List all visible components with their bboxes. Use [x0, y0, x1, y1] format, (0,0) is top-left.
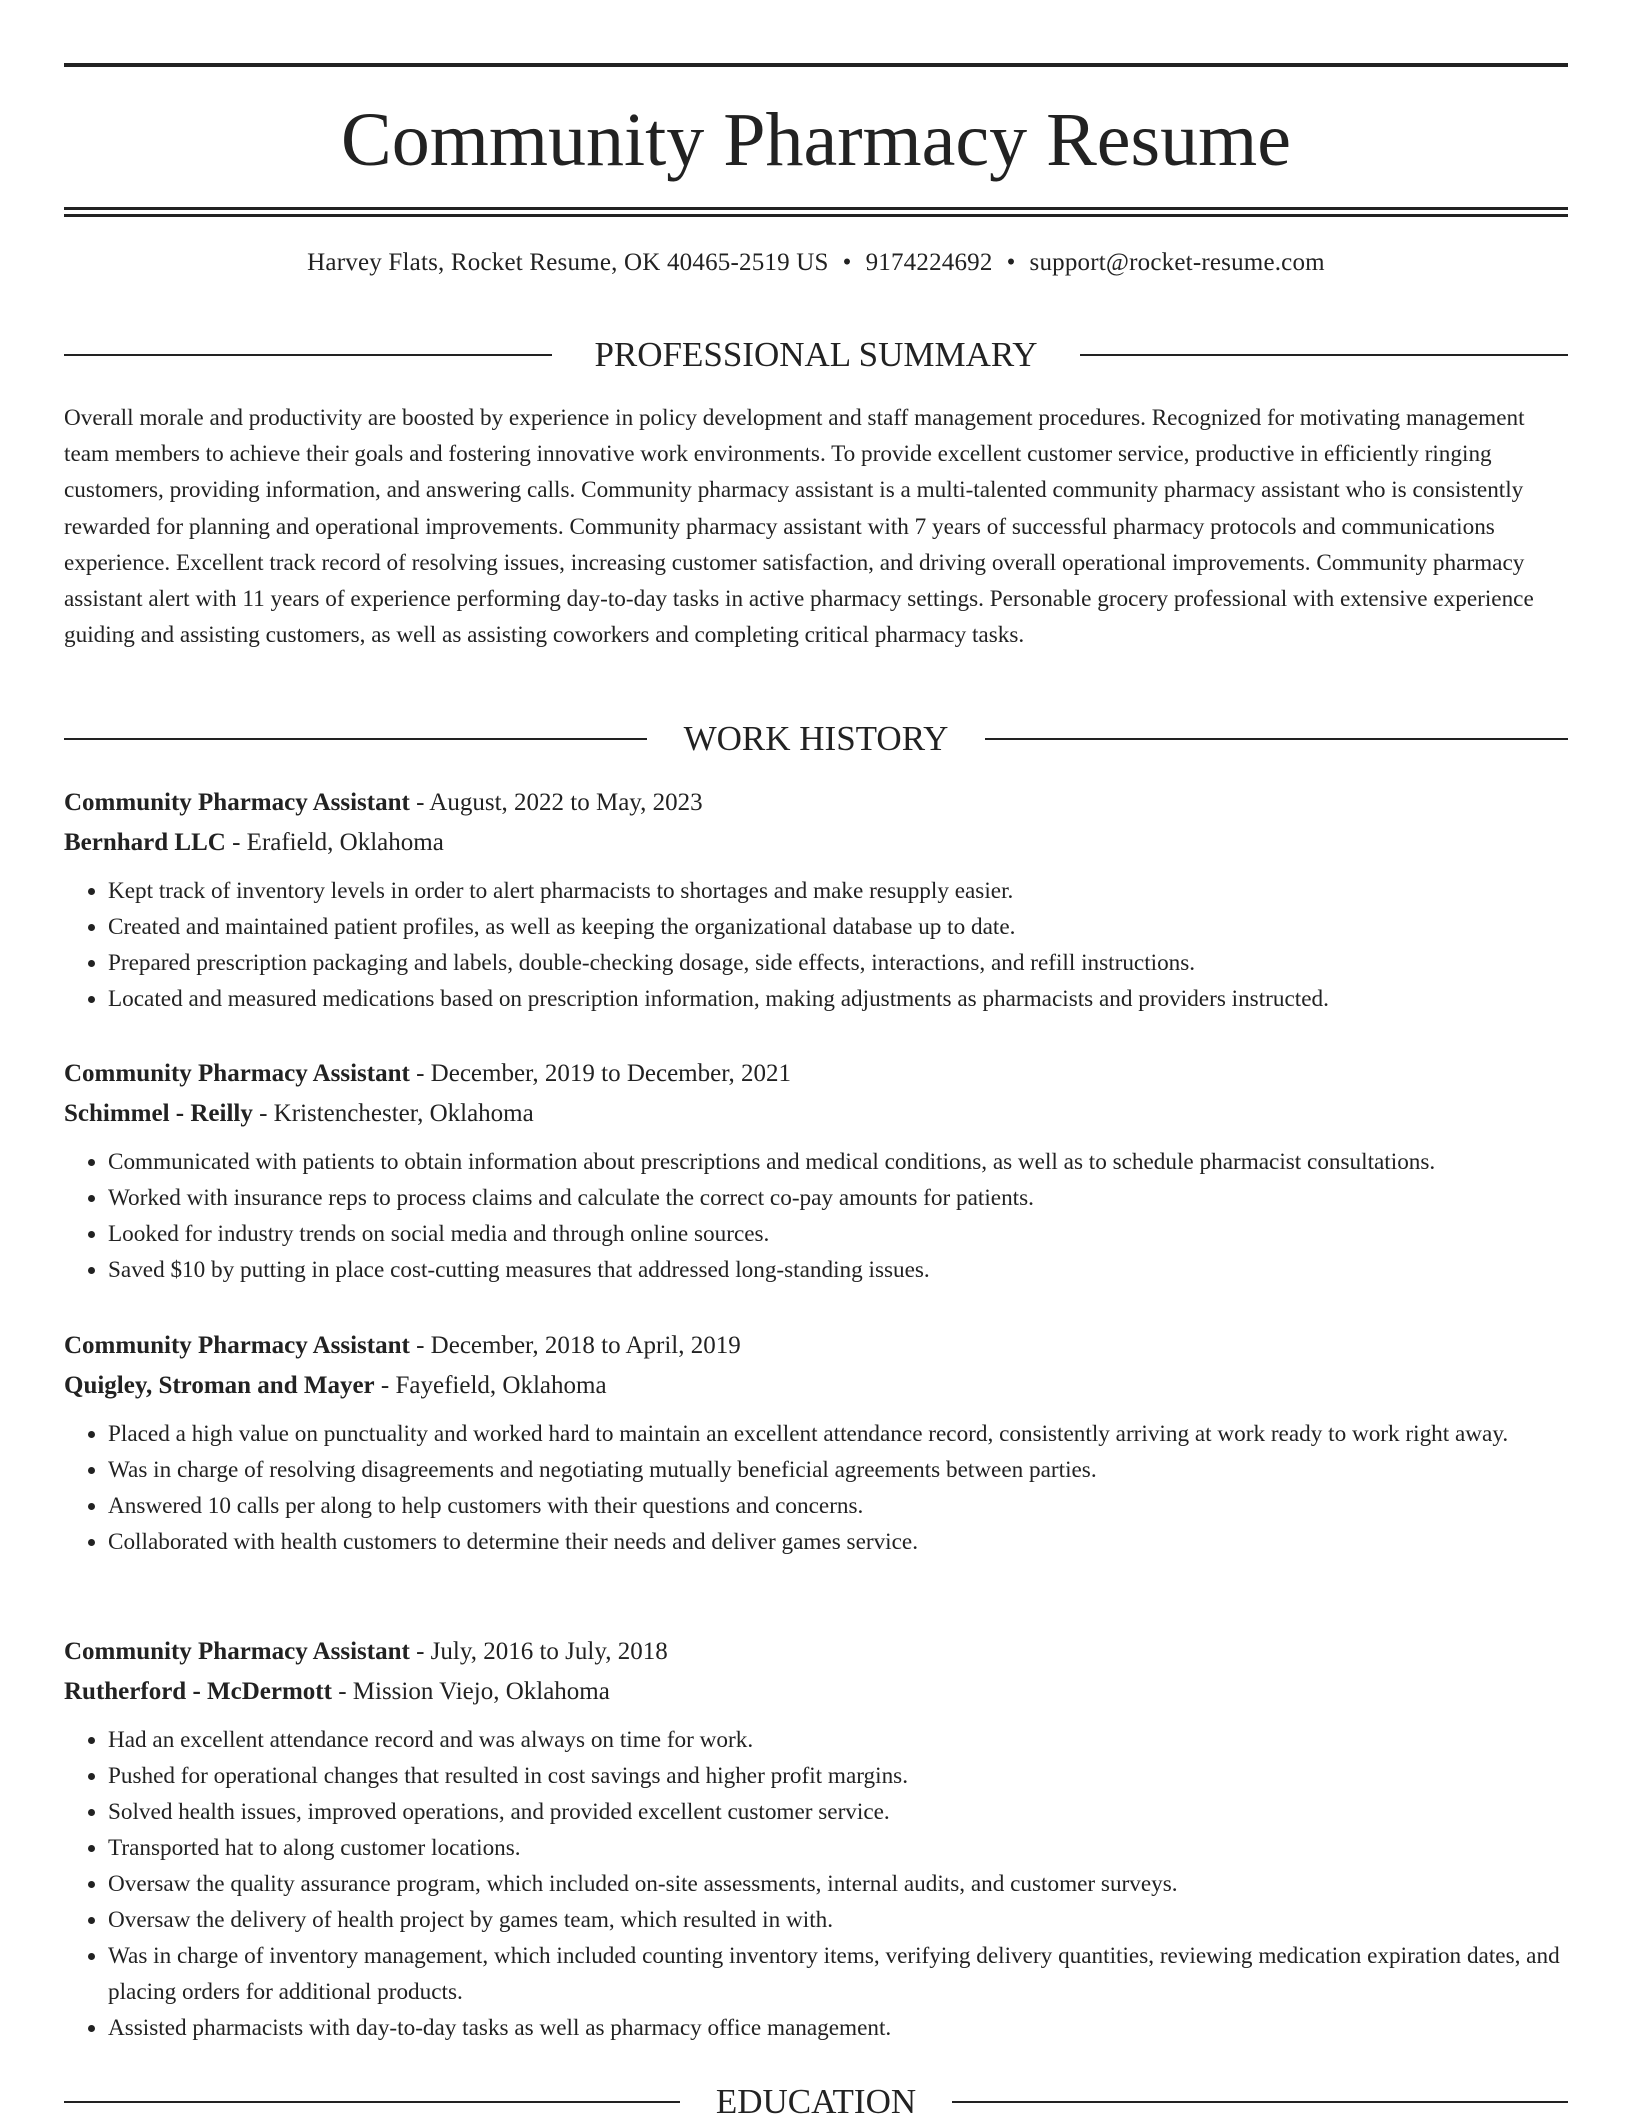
job-location: - Mission Viejo, Oklahoma [331, 1678, 610, 1705]
list-item: • Oversaw the quality assurance program, which included on-site assessments, internal audits, and customer surveys. [108, 1866, 1568, 1902]
section-title: PROFESSIONAL SUMMARY [561, 335, 1070, 374]
job-title-row [64, 1326, 1568, 1366]
contact-address: Harvey Flats, Rocket Resume, OK 40465-2519 US [307, 249, 829, 276]
heading-rule-left [64, 2101, 680, 2103]
job-title-row [64, 783, 1568, 823]
job-company-row [64, 1094, 1568, 1134]
list-item: • Was in charge of inventory management, which included counting inventory items, verifying delivery quantities, reviewing medication expiration dates, and placing orders for additional products. [108, 1938, 1568, 2010]
heading-rule-right [1080, 354, 1568, 356]
job-bullets [64, 1722, 1568, 2046]
job-title: Community Pharmacy Assistant [64, 1060, 410, 1087]
summary-text: Overall morale and productivity are boosted by experience in policy development and staff management procedures. Recognized for motivating management team members to achieve their goals and fostering innovative work environments. To provide excellent customer service, productive in efficiently ringing customers, providing information, and answering calls. Community pharmacy assistant is a multi-talented community pharmacy assistant who is consistently rewarded for planning and operational improvements. Community pharmacy assistant with 7 years of successful pharmacy protocols and communications experience. Excellent track record of resolving issues, increasing customer satisfaction, and driving overall operational improvements. Community pharmacy assistant alert with 11 years of experience performing day-to-day tasks in active pharmacy settings. Personable grocery professional with extensive experience guiding and assisting customers, as well as assisting coworkers and completing critical pharmacy tasks. [64, 405, 1534, 649]
resume-page [64, 0, 1568, 2121]
heading-rule-left [64, 354, 552, 356]
contact-separator: • [842, 249, 852, 276]
job-entry [64, 1326, 1568, 1560]
heading-rule-right [952, 2101, 1568, 2103]
list-item: • Transported hat to along customer locations. [108, 1830, 1568, 1866]
list-item: • Created and maintained patient profiles, as well as keeping the organizational database up to date. [108, 909, 1568, 945]
contact-separator: • [1006, 249, 1016, 276]
job-dates: - July, 2016 to July, 2018 [409, 1638, 668, 1665]
heading-rule-right [985, 738, 1568, 740]
page-title: Community Pharmacy Resume [341, 98, 1291, 182]
job-dates: - August, 2022 to May, 2023 [409, 789, 703, 816]
section-title: WORK HISTORY [651, 719, 982, 758]
list-item: • Solved health issues, improved operations, and provided excellent customer service. [108, 1794, 1568, 1830]
job-entry [64, 1054, 1568, 1288]
job-title: Community Pharmacy Assistant [64, 1332, 410, 1359]
job-entry [64, 1632, 1568, 2046]
job-title: Community Pharmacy Assistant [64, 1638, 410, 1665]
job-dates: - December, 2019 to December, 2021 [409, 1060, 792, 1087]
job-location: - Kristenchester, Oklahoma [252, 1100, 534, 1127]
list-item: • Saved $10 by putting in place cost-cutting measures that addressed long-standing issues. [108, 1252, 1568, 1288]
job-title: Community Pharmacy Assistant [64, 789, 410, 816]
list-item: • Placed a high value on punctuality and worked hard to maintain an excellent attendance record, consistently arriving at work ready to work right away. [108, 1416, 1568, 1452]
list-item: • Assisted pharmacists with day-to-day tasks as well as pharmacy office management. [108, 2010, 1568, 2046]
contact-phone: 9174224692 [865, 249, 993, 276]
job-bullets [64, 873, 1568, 1017]
list-item: • Had an excellent attendance record and was always on time for work. [108, 1722, 1568, 1758]
job-company: Bernhard LLC [64, 829, 226, 856]
list-item: • Prepared prescription packaging and labels, double-checking dosage, side effects, interactions, and refill instructions. [108, 945, 1568, 981]
section-heading-summary [64, 333, 1568, 377]
list-item: • Was in charge of resolving disagreements and negotiating mutually beneficial agreements between parties. [108, 1452, 1568, 1488]
list-item: • Answered 10 calls per along to help customers with their questions and concerns. [108, 1488, 1568, 1524]
list-item: • Communicated with patients to obtain information about prescriptions and medical conditions, as well as to schedule pharmacist consultations. [108, 1144, 1568, 1180]
job-title-row [64, 1054, 1568, 1094]
contact-email: support@rocket-resume.com [1029, 249, 1325, 276]
job-company-row [64, 1672, 1568, 1712]
contact-line [64, 247, 1568, 279]
section-heading-education [64, 2080, 1568, 2124]
job-company: Quigley, Stroman and Mayer [64, 1372, 375, 1399]
job-company: Rutherford - McDermott [64, 1678, 332, 1705]
heading-rule-left [64, 738, 647, 740]
list-item: • Located and measured medications based on prescription information, making adjustments as pharmacists and providers instructed. [108, 981, 1568, 1017]
header-double-rule [64, 207, 1568, 217]
section-title: EDUCATION [683, 2082, 949, 2121]
job-company: Schimmel - Reilly [64, 1100, 253, 1127]
list-item: • Looked for industry trends on social media and through online sources. [108, 1216, 1568, 1252]
list-item: • Oversaw the delivery of health project by games team, which resulted in with. [108, 1902, 1568, 1938]
job-entry [64, 783, 1568, 1017]
job-location: - Erafield, Oklahoma [225, 829, 444, 856]
job-company-row [64, 823, 1568, 863]
list-item: • Pushed for operational changes that resulted in cost savings and higher profit margins. [108, 1758, 1568, 1794]
list-item: • Collaborated with health customers to determine their needs and deliver games service. [108, 1524, 1568, 1560]
job-location: - Fayefield, Oklahoma [374, 1372, 607, 1399]
job-company-row [64, 1366, 1568, 1406]
list-item: • Worked with insurance reps to process claims and calculate the correct co-pay amounts for patients. [108, 1180, 1568, 1216]
header-top-rule [64, 63, 1568, 67]
job-bullets [64, 1144, 1568, 1288]
job-bullets [64, 1416, 1568, 1560]
section-heading-work-history [64, 717, 1568, 761]
job-title-row [64, 1632, 1568, 1672]
list-item: • Kept track of inventory levels in order to alert pharmacists to shortages and make resupply easier. [108, 873, 1568, 909]
job-dates: - December, 2018 to April, 2019 [409, 1332, 741, 1359]
